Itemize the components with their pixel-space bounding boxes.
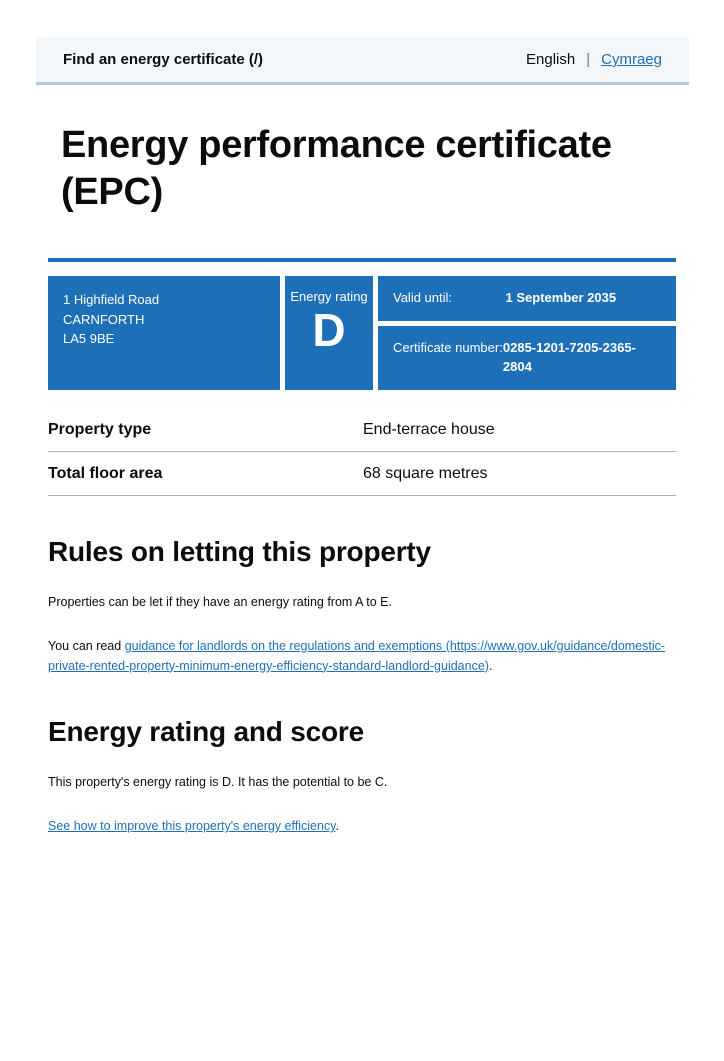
- table-row: [48, 408, 676, 452]
- certificate-number-row: [378, 326, 676, 390]
- property-type-value: End-terrace house: [363, 420, 495, 438]
- language-link-cymraeg[interactable]: Cymraeg: [601, 51, 662, 68]
- energy-rating-box: [285, 276, 373, 390]
- main-content: [48, 122, 676, 837]
- total-floor-area-label: Total floor area: [48, 464, 163, 482]
- certificate-number-value: 0285-1201-7205-2365-2804: [502, 340, 636, 374]
- section-divider: [48, 258, 676, 262]
- service-name-link[interactable]: Find an energy certificate (/): [63, 51, 264, 68]
- valid-until-label: Valid until:: [393, 290, 453, 306]
- energy-rating-value: D: [312, 304, 346, 357]
- address-line-2: CARNFORTH: [63, 311, 145, 327]
- improve-paragraph: [48, 817, 676, 836]
- improve-efficiency-link[interactable]: See how to improve this property's energy efficiency: [48, 819, 336, 834]
- total-floor-area-value: 68 square metres: [363, 464, 488, 482]
- property-details-table: [48, 408, 676, 496]
- improve-suffix: .: [335, 819, 339, 834]
- language-current: English: [526, 51, 576, 68]
- landlord-guidance-link[interactable]: guidance for landlords on the regulations and exemptions (https://www.gov.uk/guidance/domestic-private-rented-property-minimum-energy-efficiency-standard-landlord-guidance): [48, 639, 666, 673]
- guidance-text-suffix: .: [488, 658, 493, 673]
- guidance-text-prefix: You can read: [48, 639, 125, 654]
- rating-section-heading: Energy rating and score: [48, 715, 364, 747]
- energy-rating-label: Energy rating: [290, 289, 368, 305]
- language-switcher: [526, 51, 662, 68]
- table-row: [48, 452, 676, 496]
- page-title: Energy performance certificate (EPC): [61, 124, 612, 214]
- site-header: [36, 37, 689, 85]
- rules-paragraph: Properties can be let if they have an energy rating from A to E.: [48, 594, 392, 609]
- certificate-meta: [378, 276, 676, 390]
- address-line-3: LA5 9BE: [63, 331, 115, 347]
- property-type-label: Property type: [48, 420, 152, 438]
- valid-until-row: [378, 276, 676, 321]
- rules-section-heading: Rules on letting this property: [48, 535, 431, 567]
- certificate-number-label: Certificate number:: [393, 340, 503, 356]
- address-line-1: 1 Highfield Road: [63, 292, 160, 308]
- language-separator: |: [586, 51, 591, 68]
- rating-summary-paragraph: This property's energy rating is D. It has the potential to be C.: [48, 774, 388, 789]
- certificate-summary-banner: [48, 276, 676, 390]
- valid-until-value: 1 September 2035: [505, 290, 617, 306]
- property-address: [48, 276, 280, 390]
- guidance-paragraph: [48, 637, 676, 676]
